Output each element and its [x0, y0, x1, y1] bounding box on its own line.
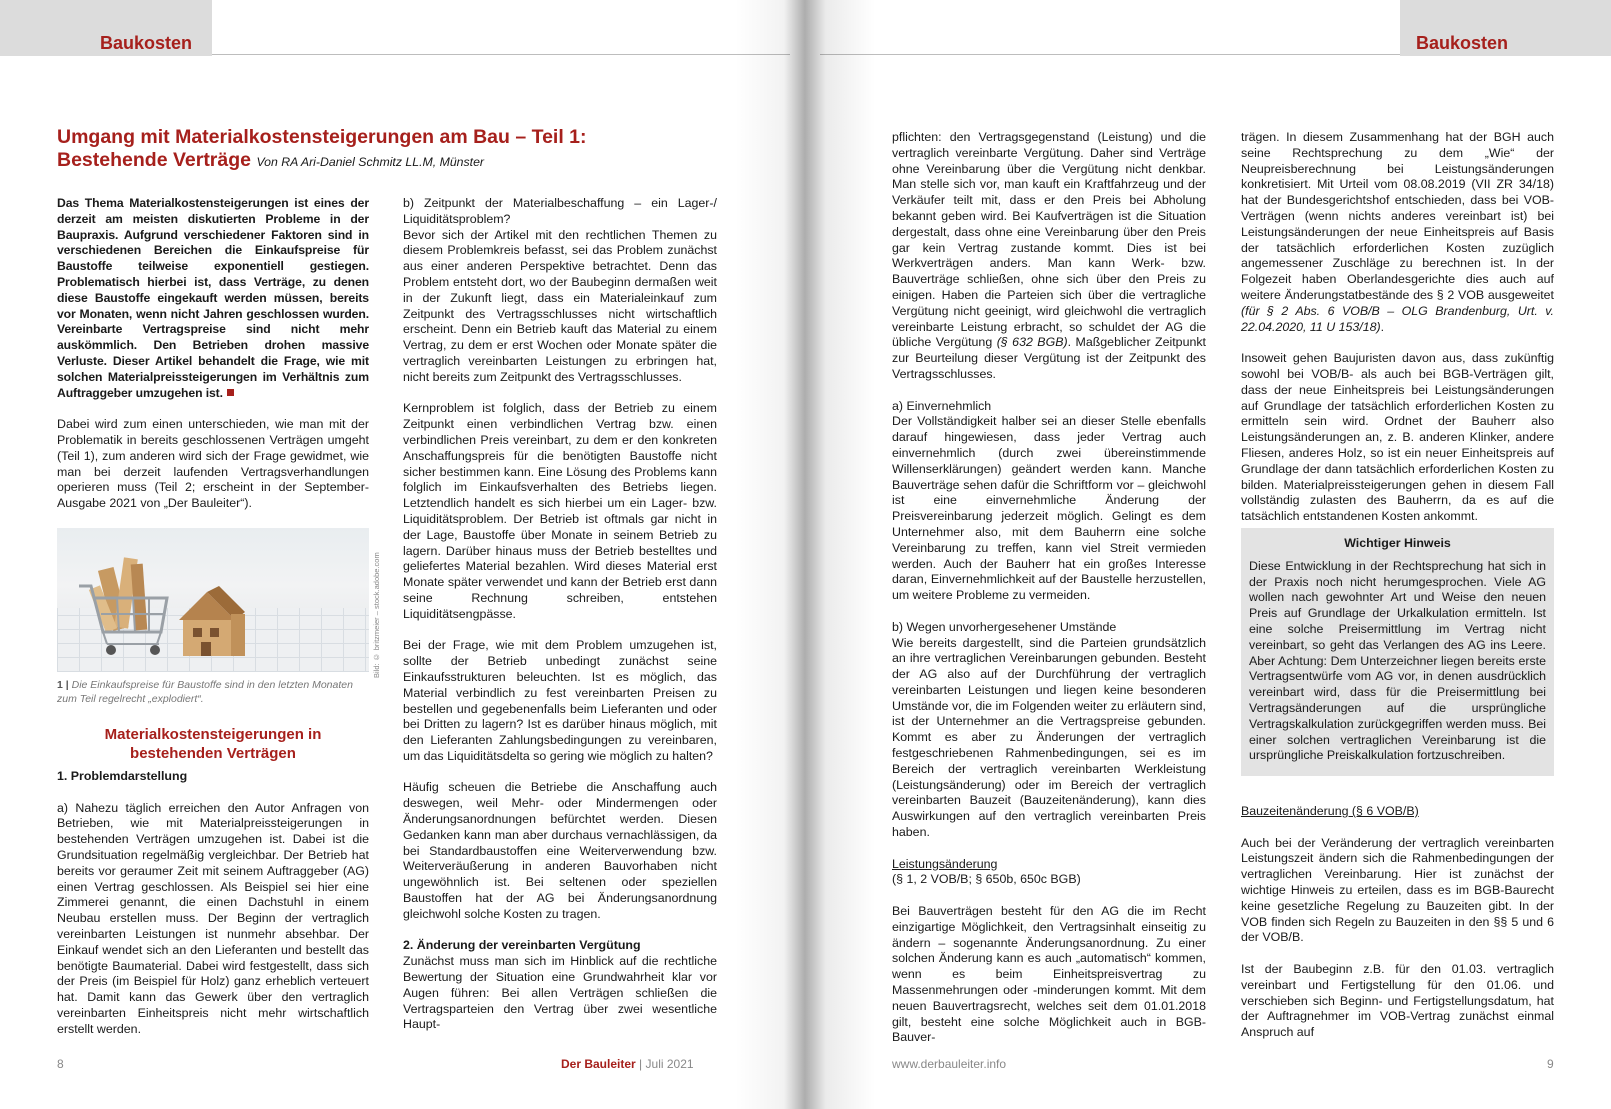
heading-problemdarstellung: 1. Problemdarstellung — [57, 769, 188, 783]
section-title — [57, 725, 369, 763]
article-lead-text: Das Thema Materialkostensteigerungen ist eines der derzeit am meisten diskutierten Probleme in der Baupraxis. Aufgrund verschiedener Faktoren sind in verschiedenen Bereichen die Einkaufspreise für Baustoffe teilweise exponentiell gestiegen. Problematisch hierbei ist, dass Verträge, zu denen diese Baustoffe eingekauft werden müssen, bereits vor Monaten, wenn nicht Jahren geschlossen wurden. Vereinbarte Vertragspreise sind nicht mehr auskömmlich. Den Betrieben drohen massive Verluste. Dieser Artikel behandelt die Frage, wie mit solchen Materialpreissteigerungen im Verhältnis zum Auftraggeber umzugehen ist. — [57, 196, 369, 400]
paragraph-bauzeit1: Auch bei der Veränderung der vertraglich vereinbarten Leistungszeit ändern sich die Rahmenbedingungen der vertraglichen Vereinbarung. Hier ist zunächst der wichtige Hinweis zu erteilen, dass es im BGB-Baurecht keine gesetzliche Regelung zu Bauzeiten gibt. In der VOB finden sich Regeln zu Bauzeiten in den §§ 5 und 6 der VOB/B. — [1241, 835, 1554, 945]
left-column-1 — [57, 196, 369, 528]
hint-title: Wichtiger Hinweis — [1344, 536, 1451, 550]
section-title-line2: bestehenden Verträgen — [130, 745, 296, 762]
figure-credit: Bild: © britzmeier – stock.adobe.com — [372, 552, 381, 678]
article-lead — [57, 196, 369, 401]
right-column-2 — [1241, 130, 1554, 541]
paragraph-b2: Kernproblem ist folglich, dass der Betrieb zu einem Zeitpunkt einen verbindlichen Vertrag bzw. einen verbindlichen Preis vereinbart, zu dem er den konkreten Anschaffungspreis für die benötigten Baustoffe nicht sicher bestimmen kann. Eine Lösung des Problems kann folglich im Einkaufsverhalten des Betriebs liegen. Letztendlich handelt es sich hierbei um ein Lager- bzw. Liquiditätsproblem. Der Betrieb ist oftmals gar nicht in der Lage, Baustoffe über Monate in seinem Betrieb zu lagern. Darüber hinaus muss der Betrieb bestelltes und geliefertes Material bezahlen. Wird dieses Material erst Monate später verwendet und kann der Betrieb erst dann seine Rechnung schreiben, entstehen Liquiditätsengpässe. — [403, 401, 717, 621]
paragraph-b1: Bevor sich der Artikel mit den rechtlichen Themen zu diesem Problemkreis befasst, sei das Problem zunächst aus einer anderen Perspektive betrachtet. Denn das Problem entsteht dort, wo der Baubeginn dermaßen weit in der Zukunft liegt, dass ein Materialeinkauf zum Zeitpunkt des Vertragsschlusses nicht wirtschaftlich erscheint. Denn ein Betrieb kauft das Material zu einem Vertrag, zu dem er erst Wochen oder Monate später die vertraglich vereinbarten Leistungen zu erbringen hat, nicht bereits zum Zeitpunkt des Vertragsschlusses. — [403, 227, 717, 384]
paragraph-leistungsaenderung: Bei Bauverträgen besteht für den AG die im Recht einzigartige Möglichkeit, den Vertragsinhalt einseitig zu ändern – sogenannte Änderungsanordnung. Zu einer solchen Änderung kann es auch „automatisch“ kommen, wenn es beim Einheitspreisvertrag zu Massenmehrungen oder -minderungen kommt. Mit dem neuen Bauvertragsrecht, welches seit dem 01.01.2018 gilt, besteht eine solche Möglichkeit auch in BGB-Bauver- — [892, 904, 1206, 1045]
footer-issue: Juli 2021 — [645, 1057, 694, 1071]
paragraph-a: a) Nahezu täglich erreichen den Autor Anfragen von Betrieben, wie mit Materialpreissteigerungen in bestehenden Verträgen umzugehen ist. Dabei ist die Grundsituation regelmäßig vergleichbar. Der Betrieb hat bereits vor geraumer Zeit mit seinem Auftraggeber (AG) einen Vertrag geschlossen. Als Beispiel sei hier eine Zimmerei genannt, die einen Dachstuhl in einem Neubau erstellen muss. Der Beginn der vertraglich vereinbarten Leistungen ist nunmehr absehbar. Der Einkauf wendet sich an den Lieferanten und bestellt das benötigte Baumaterial. Dabei wird festgestellt, dass sich der Preis (im Beispiel für Holz) ganz erheblich verteuert hat. Damit kann das Gewerk über den vertraglich vereinbarten Einheitspreis nicht mehr wirtschaftlich erstellt werden. — [57, 800, 369, 1036]
paragraph-r-b: Wie bereits dargestellt, sind die Parteien grundsätzlich an ihre vertraglichen Vereinbarungen gebunden. Besteht der AG also auf der Durchführung der vertraglich vereinbarten Leistungen und liegen keine besonderen Umstände vor, die im Folgenden weiter zu erläutern sind, ist der Unternehmer an die Vertragspreise gebunden. Kommt es aber zu Änderungen der vertraglich festgeschriebenen Rahmenbedingungen, sei es im Bereich der vertraglich vereinbarten Werkleistung (Leistungsänderung) oder im Bereich der vertraglich vereinbarten Bauzeit (Bauzeitenänderung), kann dies Auswirkungen auf den vertraglich vereinbarten Preis haben. — [892, 635, 1206, 840]
heading-b: b) Zeitpunkt der Materialbeschaffung – ein Lager-/ Liquiditätsproblem? — [403, 196, 717, 226]
figure-caption-text: Die Einkaufspreise für Baustoffe sind in den letzten Monaten zum Teil regelrecht „explodiert“. — [57, 679, 353, 705]
article-title-line2 — [57, 149, 697, 174]
paragraph-rr1-text: trägen. In diesem Zusammenhang hat der BGH auch seine Rechtsprechung zu dem „Wie“ der Neupreisberechnung bei Leistungsänderungen konkretisiert. Mit Urteil vom 08.08.2019 (VII ZR 34/18) hat der Bundesgerichtshof entschieden, dass bei VOB-Verträgen (wenn nichts anderes vereinbart ist) bei Leistungsänderungen der neue Einheitspreis auf Basis der tatsächlich erforderlichen Kosten zuzüglich angemessener Zuschläge zu berechnen ist. In der Folgezeit haben Oberlandesgerichte dies auch auf weitere Änderungstatbestände des § 2 VOB ausgeweitet — [1241, 130, 1554, 302]
footer-website: www.derbauleiter.info — [892, 1057, 1007, 1071]
paragraph-r1 — [892, 130, 1206, 383]
right-column-1 — [892, 130, 1206, 1062]
footer-magazine-info — [561, 1057, 694, 1071]
shopping-cart-house-illustration — [57, 528, 369, 672]
paragraph-rr1 — [1241, 130, 1554, 335]
paragraph-b4: Häufig scheuen die Betriebe die Anschaffung auch deswegen, weil Mehr- oder Mindermengen oder Änderungsanordnungen befürchtet werden. Diesen Gedanken kann man aber durchaus vernachlässigen, da bei Standardbaustoffen eine Weiterverwendung bzw. Weiterveräußerung in anderen Bauvorhaben nicht ungewöhnlich ist. Bei seltenen oder speziellen Baustoffen hat der AG bei Änderungsanordnung gleichwohl solche Kosten zu tragen. — [403, 780, 717, 921]
lead-end-marker — [227, 389, 234, 396]
footer-separator: | — [639, 1057, 643, 1071]
heading-leistungsaenderung: Leistungsänderung — [892, 856, 998, 871]
article-title — [57, 126, 697, 174]
heading-r-a: a) Einvernehmlich — [892, 398, 992, 413]
heading-r-b: b) Wegen unvorhergesehener Umstände — [892, 619, 1117, 634]
article-intro: Dabei wird zum einen unterschieden, wie man mit der Problematik in bereits geschlossenen Verträgen umgeht (Teil 1), zum anderen wird sich der Frage gewidmet, wie man bei derzeit laufenden Vertragsverhandlungen operieren muss (Teil 2; erscheint in der September-Ausgabe 2021 von „Der Bauleiter“). — [57, 417, 369, 511]
hint-box — [1241, 528, 1554, 776]
footer-magazine-name: Der Bauleiter — [561, 1057, 636, 1071]
section-label-left: Baukosten — [100, 33, 193, 53]
figure-caption-number: 1 | — [57, 679, 69, 691]
paragraph-b3: Bei der Frage, wie mit dem Problem umzugehen ist, sollte der Betrieb unbedingt zunächst seine Einkaufsstrukturen beleuchten. Ist es möglich, das Material verbindlich zu fest vereinbarten Preisen zu bestellen und gegebenenfalls beim Lieferanten und oder bei Dritten zu lagern? Ist es darüber hinaus möglich, mit den Lieferanten Zahlungsbedingungen zu vereinbaren, um das Liquiditätsdelta so gering wie möglich zu halten? — [403, 638, 717, 763]
article-figure — [57, 528, 369, 672]
hint-text: Diese Entwicklung in der Rechtsprechung hat sich in der Praxis noch nicht herumgesprochen. Viele AG wollen nach gewohnter Art und Weise den neuen Preis auf Grundlage der Urkalkulation ermitteln. Ist eine solche Preisermittlung im Vertrag nicht vereinbart, so geht das Verlangen des AG ins Leere. Aber Achtung: Dem Unterzeichner liegen bereits erste Vertragsentwürfe vom AG vor, in denen ausdrücklich vereinbart wird, dass für die Preisermittlung bei Vertragsänderungen auf die ursprüngliche Vertragskalkulation zurückgegriffen werden muss. Bei einer solchen vertraglichen Vereinbarung ist die ursprüngliche Preiskalkulation fortzuschreiben. — [1249, 558, 1546, 763]
section-label-right: Baukosten — [1416, 33, 1509, 53]
paragraph-bauzeit2: Ist der Baubeginn z.B. für den 01.03. vertraglich vereinbart und Fertigstellung für den 01.06. und verschieben sich Beginn- und Fertigstellungsdatum, hat der Auftragnehmer im VOB-Vertrag zunächst einmal Anspruch auf — [1241, 961, 1554, 1040]
left-column-2 — [403, 196, 717, 1049]
heading-2: 2. Änderung der vereinbarten Vergütung — [403, 938, 641, 953]
section-title-line1: Materialkostensteigerungen in — [104, 726, 322, 743]
right-column-2-lower — [1241, 804, 1554, 1057]
paragraph-2: Zunächst muss man sich im Hinblick auf die rechtliche Bewertung der Situation eine Grundwahrheit klar vor Augen führen: Bei allen Verträgen schließen die Vertragsparteien den Vertrag über zwei wesentliche Haupt- — [403, 954, 717, 1032]
paragraph-rr1-end: . — [1380, 319, 1385, 334]
article-byline: Von RA Ari-Daniel Schmitz LL.M, Münster — [256, 155, 485, 169]
heading-leistungsaenderung-reference: (§ 1, 2 VOB/B; § 650b, 650c BGB) — [892, 872, 1081, 887]
figure-caption — [57, 678, 369, 706]
paragraph-r1-reference: (§ 632 BGB) — [996, 335, 1068, 350]
page-number-left: 8 — [57, 1057, 64, 1071]
paragraph-r-a: Der Vollständigkeit halber sei an dieser Stelle ebenfalls darauf hingewiesen, dass jeder Vertrag auch einvernehmlich (durch zwei übereinstimmende Willenserklärungen) geändert werden kann. Manche Bauverträge sehen dafür die Schriftform vor – gleichwohl ist eine einvernehmliche Änderung der Preisvereinbarung jederzeit möglich. Gelingt es dem Unternehmer also, mit dem Bauherrn eine solche Vereinbarung zu treffen, kann viel Streit vermieden werden. Auch der Bauherr hat ein großes Interesse daran, Einvernehmlichkeit auf der Baustelle herzustellen, um weitere Probleme zu vermeiden. — [892, 414, 1206, 603]
heading-bauzeitenaenderung: Bauzeitenänderung (§ 6 VOB/B) — [1241, 804, 1419, 818]
page-number-right: 9 — [1547, 1057, 1554, 1071]
paragraph-r1-text: pflichten: den Vertragsgegenstand (Leistung) und die vertraglich vereinbarte Vergütung. Daher sind Verträge ohne Vereinbarung über die Vergütung nicht denkbar. Man stelle sich vor, man kauft ein Kraftfahrzeug und der Verkäufer teilt mit, dass er den Preis bei Abholung bekannt geben wird. Bei Kaufverträgen ist die Situation dergestalt, dass ohne eine Vereinbarung über den Preis gar kein Vertrag zustande kommt. Dies ist bei Werkverträgen anders. Man kann Werk- bzw. Bauverträge schließen, ohne sich über den Preis zu einigen. Haben die Parteien sich über die vertragliche Vergütung nicht geeinigt, wird gleichwohl die vertraglich vereinbarte Leistung erbracht, so schuldet der AG die übliche Vergütung — [892, 130, 1206, 350]
article-title-line2-text: Bestehende Verträge — [57, 149, 252, 171]
paragraph-r1-end: . Maßgeblicher Zeitpunkt zur Beurteilung dieser Vergütung ist der Zeitpunkt des Vertragsschlusses. — [892, 335, 1206, 381]
paragraph-rr2: Insoweit gehen Baujuristen davon aus, dass zukünftig sowohl bei VOB/B- als auch bei BGB-Verträgen gilt, dass der neue Einheitspreis bei Leistungsänderungen auf Grundlage der tatsächlich erforderlichen Kosten zu ermitteln sein wird. Ordnet der Bauherr also Leistungsänderungen an, z. B. anderen Klinker, andere Fliesen, anderes Holz, so ist ein neuer Einheitspreis auf Grundlage der dann tatsächlich erforderlichen Kosten zu bilden. Materialpreissteigerungen gehen in diesem Fall vollständig zulasten des Bauherrn, da es auf die tatsächlich entstandenen Kosten ankommt. — [1241, 351, 1554, 524]
article-title-line1: Umgang mit Materialkostensteigerungen am Bau – Teil 1: — [57, 126, 587, 148]
paragraph-rr1-reference: (für § 2 Abs. 6 VOB/B – OLG Brandenburg, Urt. v. 22.04.2020, 11 U 153/18) — [1241, 303, 1554, 334]
left-column-1-lower — [57, 769, 369, 1053]
